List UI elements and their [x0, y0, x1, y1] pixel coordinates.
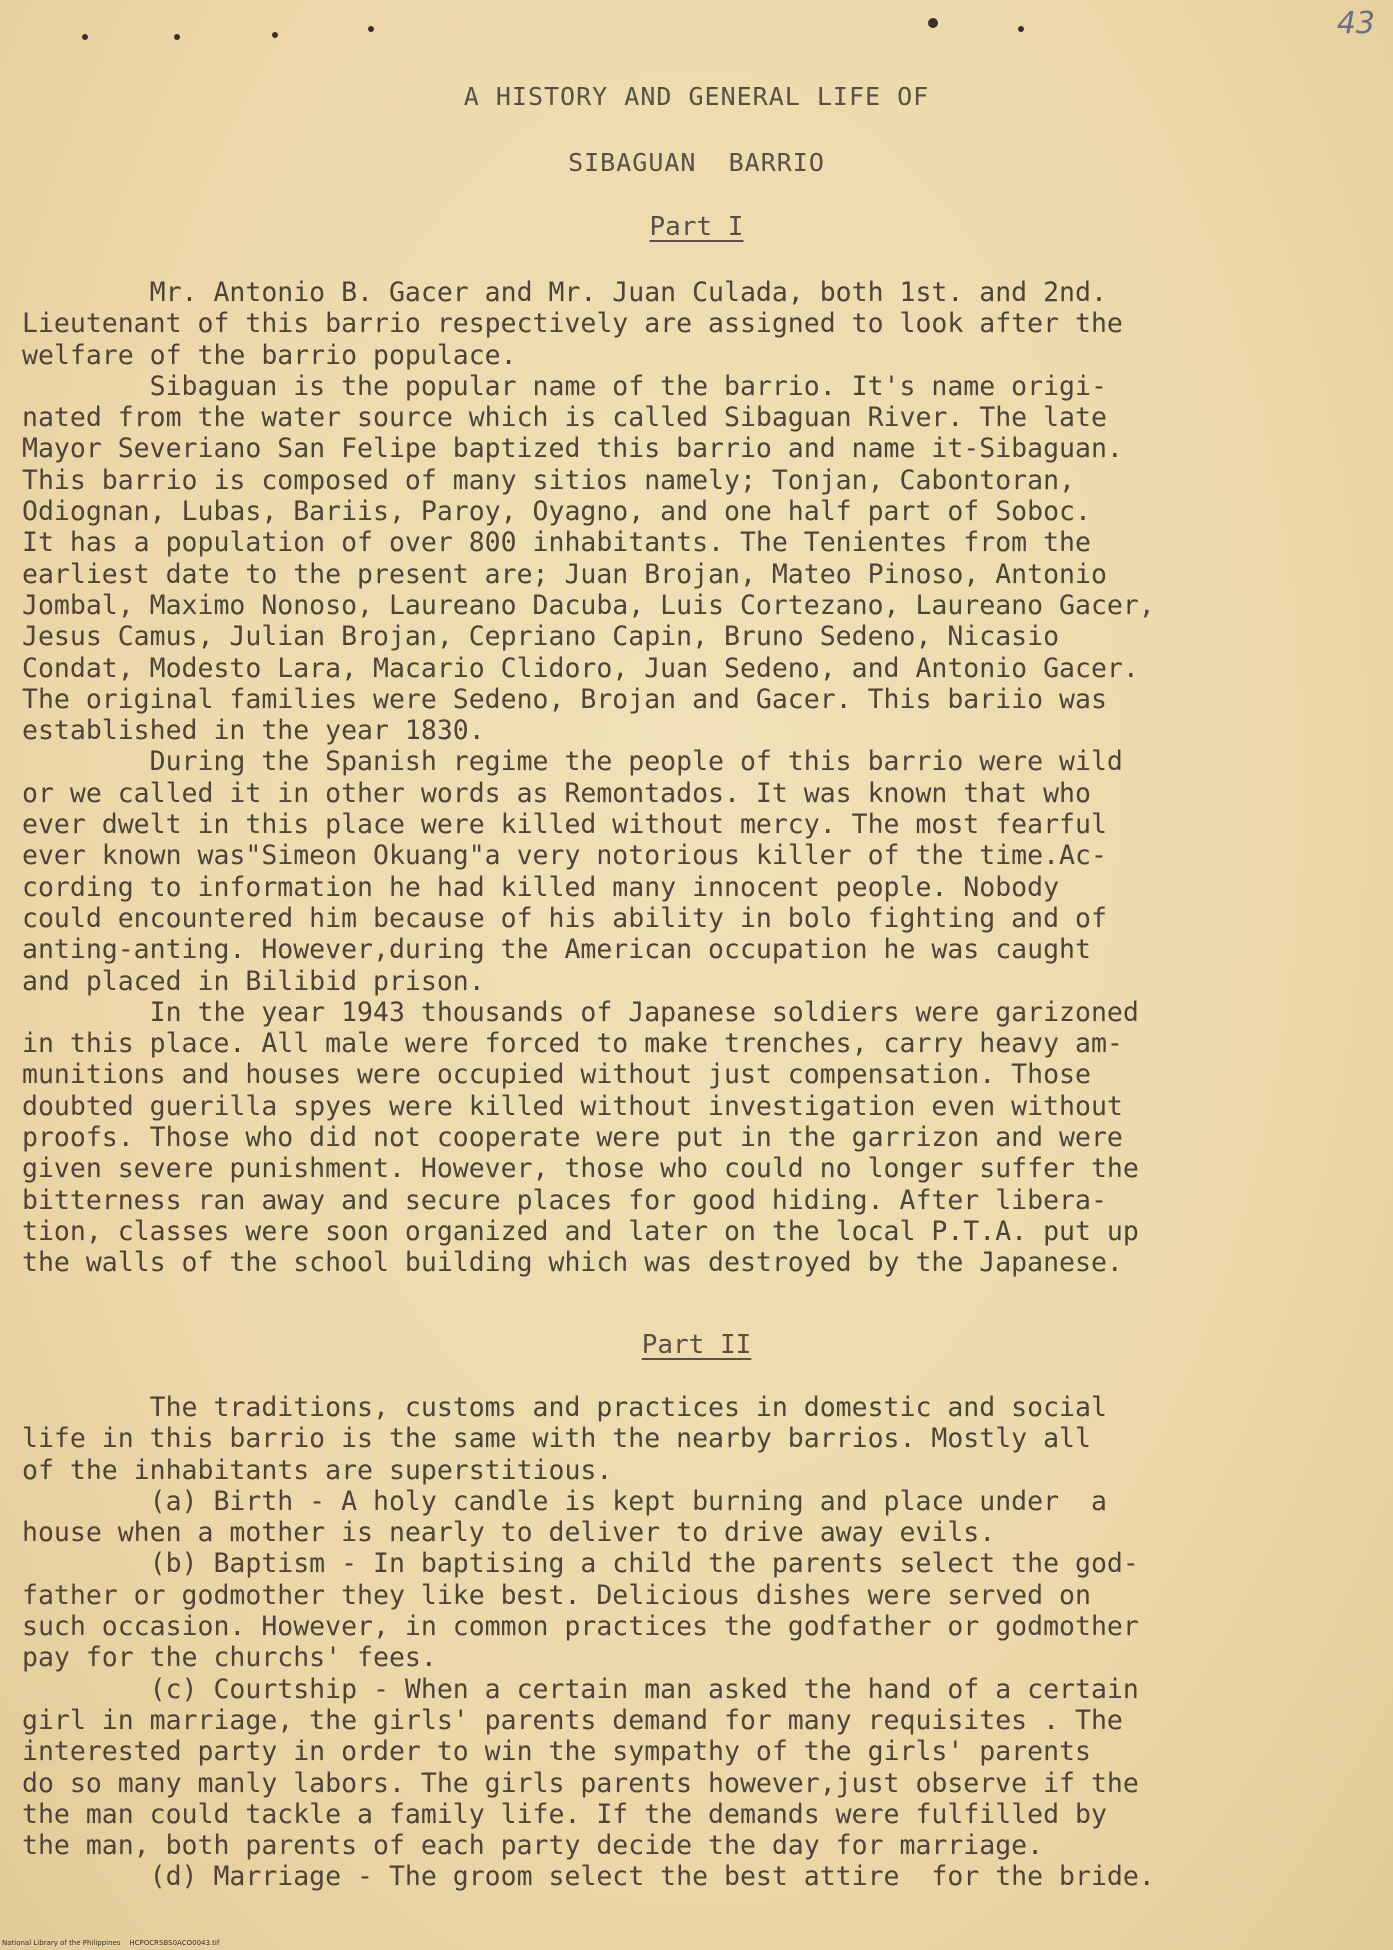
text-line: Jombal, Maximo Nonoso, Laureano Dacuba, Luis Cortezano, Laureano Gacer,: [22, 589, 1155, 621]
text-line: (d) Marriage - The groom select the best attire for the bride.: [22, 1861, 1155, 1893]
text-line: bitterness ran away and secure places for good hiding. After libera-: [22, 1184, 1107, 1216]
text-line: ever dwelt in this place were killed without mercy. The most fearful: [22, 809, 1107, 841]
text-line: father or godmother they like best. Delicious dishes were served on: [22, 1579, 1091, 1611]
text-line: house when a mother is nearly to deliver to drive away evils.: [22, 1517, 996, 1549]
part-1-body: [22, 277, 1372, 1279]
text-line: cording to information he had killed many innocent people. Nobody: [22, 871, 1060, 903]
text-line: such occasion. However, in common practices the godfather or godmother: [22, 1611, 1139, 1643]
text-line: tion, classes were soon organized and later on the local P.T.A. put up: [22, 1215, 1139, 1247]
text-line: The original families were Sedeno, Brojan and Gacer. This bariio was: [22, 683, 1107, 715]
text-line: welfare of the barrio populace.: [22, 339, 517, 371]
text-line: It has a population of over 800 inhabitants. The Tenientes from the: [22, 527, 1091, 559]
text-line: the man could tackle a family life. If the demands were fulfilled by: [22, 1798, 1107, 1830]
ink-speck: [1018, 26, 1024, 32]
text-line: This barrio is composed of many sitios namely; Tonjan, Cabontoran,: [22, 464, 1075, 496]
text-line: proofs. Those who did not cooperate were put in the garrizon and were: [22, 1122, 1123, 1154]
document-title-line-2: SIBAGUAN BARRIO: [568, 148, 825, 177]
ink-speck: [272, 32, 278, 38]
section-heading-part-1: Part I: [649, 212, 744, 242]
text-line: Lieutenant of this barrio respectively are assigned to look after the: [22, 308, 1123, 340]
text-line: Sibaguan is the popular name of the barrio. It's name origi-: [22, 370, 1107, 402]
ink-speck: [368, 26, 374, 32]
text-line: given severe punishment. However, those who could no longer suffer the: [22, 1153, 1139, 1185]
text-line: interested party in order to win the sympathy of the girls' parents: [22, 1736, 1091, 1768]
text-line: Mr. Antonio B. Gacer and Mr. Juan Culada, both 1st. and 2nd.: [22, 277, 1107, 308]
text-line: earliest date to the present are; Juan Brojan, Mateo Pinoso, Antonio: [22, 558, 1107, 590]
text-line: During the Spanish regime the people of this barrio were wild: [22, 746, 1123, 778]
text-line: and placed in Bilibid prison.: [22, 965, 485, 997]
text-line: the walls of the school building which was destroyed by the Japanese.: [22, 1247, 1123, 1279]
text-line: anting-anting. However,during the American occupation he was caught: [22, 934, 1091, 966]
section-heading-part-2: Part II: [641, 1330, 752, 1360]
text-line: The traditions, customs and practices in domestic and social: [22, 1392, 1107, 1423]
text-line: munitions and houses were occupied without just compensation. Those: [22, 1059, 1091, 1091]
text-line: or we called it in other words as Remontados. It was known that who: [22, 777, 1091, 809]
text-line: Mayor Severiano San Felipe baptized this barrio and name it-Sibaguan.: [22, 433, 1123, 465]
text-line: (b) Baptism - In baptising a child the parents select the god-: [22, 1548, 1139, 1580]
text-line: the man, both parents of each party decide the day for marriage.: [22, 1830, 1044, 1862]
text-line: (c) Courtship - When a certain man asked the hand of a certain: [22, 1673, 1139, 1705]
text-line: life in this barrio is the same with the nearby barrios. Mostly all: [22, 1423, 1091, 1455]
text-line: girl in marriage, the girls' parents demand for many requisites . The: [22, 1704, 1123, 1736]
ink-speck: [82, 34, 88, 40]
text-line: doubted guerilla spyes were killed without investigation even without: [22, 1090, 1123, 1122]
text-line: of the inhabitants are superstitious.: [22, 1454, 613, 1486]
text-line: (a) Birth - A holy candle is kept burning and place under a: [22, 1485, 1107, 1517]
archive-footer: National Library of the Philippines HCPOCRSBS0ACO0043.tif: [2, 1939, 220, 1947]
text-line: established in the year 1830.: [22, 715, 485, 747]
text-line: nated from the water source which is called Sibaguan River. The late: [22, 402, 1107, 434]
ink-speck: [928, 18, 938, 28]
page-number: 43: [1336, 6, 1375, 41]
document-title-line-1: A HISTORY AND GENERAL LIFE OF: [463, 82, 930, 111]
text-line: do so many manly labors. The girls parents however,just observe if the: [22, 1767, 1139, 1799]
text-line: ever known was"Simeon Okuang"a very notorious killer of the time.Ac-: [22, 840, 1107, 872]
text-line: in this place. All male were forced to make trenches, carry heavy am-: [22, 1028, 1123, 1060]
text-line: In the year 1943 thousands of Japanese soldiers were garizoned: [22, 996, 1139, 1028]
part-2-body: [22, 1392, 1372, 1893]
ink-speck: [174, 34, 180, 40]
text-line: Condat, Modesto Lara, Macario Clidoro, Juan Sedeno, and Antonio Gacer.: [22, 652, 1139, 684]
text-line: pay for the churchs' fees.: [22, 1642, 437, 1674]
text-line: could encountered him because of his ability in bolo fighting and of: [22, 902, 1107, 934]
text-line: Odiognan, Lubas, Bariis, Paroy, Oyagno, and one half part of Soboc.: [22, 496, 1091, 528]
text-line: Jesus Camus, Julian Brojan, Cepriano Capin, Bruno Sedeno, Nicasio: [22, 621, 1060, 653]
